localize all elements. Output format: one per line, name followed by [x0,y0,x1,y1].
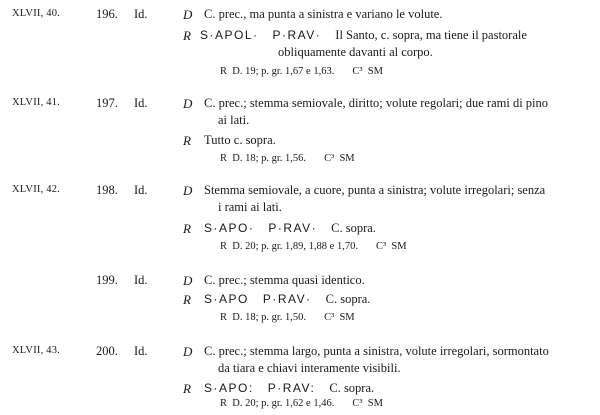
metal: R [220,398,228,409]
obverse-line: i rami ai lati. [218,200,282,214]
reverse-line [204,221,376,236]
entry-number: 196. [96,7,118,21]
obverse-mark: D [183,183,193,198]
obverse-mark: D [183,7,193,22]
metal: R [220,312,228,323]
reverse-line: obliquamente davanti al corpo. [278,45,433,59]
reverse-text: C. sopra. [325,292,371,306]
plate-reference: XLVII, 40. [12,8,60,19]
rarity: C³ [324,153,335,164]
reverse-line [204,381,374,396]
entry-id: Id. [134,183,148,197]
obverse-mark: D [183,344,193,359]
obverse-line: C. prec.; stemma quasi identico. [204,273,365,287]
collection: SM [339,153,355,164]
collection: SM [339,312,355,323]
entry-id: Id. [134,344,148,358]
obverse-mark: D [183,96,193,111]
details: D. 19; p. gr. 1,67 e 1,63. [232,66,335,77]
reverse-mark: R [183,292,191,307]
plate-reference: XLVII, 42. [12,184,60,195]
obverse-line: ai lati. [218,113,250,127]
plate-reference: XLVII, 43. [12,345,60,356]
collection: SM [367,66,383,77]
collection: SM [367,398,383,409]
legend-part: S·APO [204,292,249,306]
metal: R [220,241,228,252]
obverse-line: C. prec., ma punta a sinistra e variano le volute. [204,7,443,21]
legend-part: P·RAV· [268,221,318,235]
legend-part: P·RAV: [267,381,316,395]
obverse-line: Stemma semiovale, a cuore, punta a sinistra; volute irregolari; senza [204,183,546,197]
reverse-text: Il Santo, c. sopra, ma tiene il pastorale [335,28,527,42]
collection: SM [391,241,407,252]
rarity: C³ [375,241,387,252]
entry-number: 200. [96,344,118,358]
entry-id: Id. [134,7,148,21]
entry-id: Id. [134,96,148,110]
obverse-line: da tiara e chiavi interamente visibili. [218,361,401,375]
obverse-line: C. prec.; stemma semiovale, diritto; volute regolari; due rami di pino [204,96,549,110]
coin-metadata [220,241,407,252]
details: D. 18; p. gr. 1,56. [232,153,307,164]
coin-metadata [220,398,383,409]
coin-metadata [220,153,355,164]
reverse-line [200,28,527,43]
obverse-line: C. prec.; stemma largo, punta a sinistra, volute irregolari, sormontato [204,344,549,358]
entry-number: 198. [96,183,118,197]
reverse-mark: R [183,381,191,396]
reverse-mark: R [183,28,191,43]
details: D. 18; p. gr. 1,50. [232,312,307,323]
coin-metadata [220,66,383,77]
legend-part: P·RAV· [262,292,312,306]
metal: R [220,153,228,164]
entry-number: 199. [96,273,118,287]
rarity: C³ [352,66,363,77]
reverse-line [204,292,370,307]
entry-number: 197. [96,96,118,110]
plate-reference: XLVII, 41. [12,97,60,108]
metal: R [220,66,228,77]
legend-part: S·APO· [204,221,255,235]
coin-metadata [220,312,355,323]
reverse-line: Tutto c. sopra. [204,133,276,147]
reverse-text: C. sopra. [329,381,375,395]
reverse-mark: R [183,133,191,148]
obverse-mark: D [183,273,193,288]
reverse-mark: R [183,221,191,236]
details: D. 20; p. gr. 1,89, 1,88 e 1,70. [232,241,358,252]
legend-part: P·RAV· [272,28,322,42]
legend-part: S·APOL· [200,28,259,42]
rarity: C³ [324,312,335,323]
reverse-text: C. sopra. [331,221,376,235]
entry-id: Id. [134,273,148,287]
rarity: C³ [352,398,363,409]
details: D. 20; p. gr. 1,62 e 1,46. [232,398,335,409]
legend-part: S·APO: [204,381,254,395]
